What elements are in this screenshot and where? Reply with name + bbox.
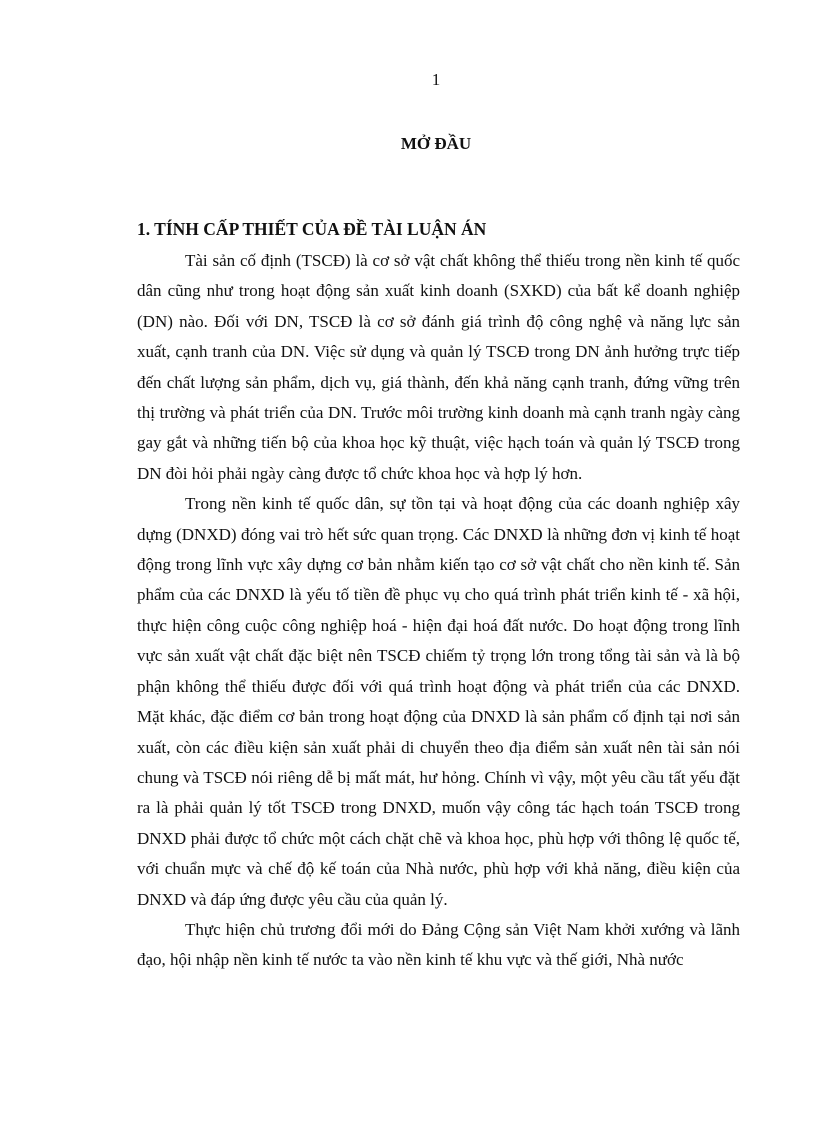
section-heading: 1. TÍNH CẤP THIẾT CỦA ĐỀ TÀI LUẬN ÁN: [137, 219, 487, 239]
paragraph: Trong nền kinh tế quốc dân, sự tồn tại và hoạt động của các doanh nghiệp xây dựng (DNXD) đóng vai trò hết sức quan trọng. Các DNXD là những đơn vị kinh tế hoạt động trong lĩnh vực xây dựng cơ bản nhằm kiến tạo cơ sở vật chất cho nền kinh tế. Sản phẩm của các DNXD là yếu tố tiền đề phục vụ cho quá trình phát triển kinh tế - xã hội, thực hiện công cuộc công nghiệp hoá - hiện đại hoá đất nước. Do hoạt động trong lĩnh vực sản xuất vật chất đặc biệt nên TSCĐ chiếm tỷ trọng lớn trong tổng tài sản và là bộ phận không thể thiếu được đối với quá trình hoạt động và phát triển của các DNXD. Mặt khác, đặc điểm cơ bản trong hoạt động của DNXD là sản phẩm cố định tại nơi sản xuất, còn các điều kiện sản xuất phải di chuyển theo địa điểm sản xuất nên tài sản nói chung và TSCĐ nói riêng dễ bị mất mát, hư hỏng. Chính vì vậy, một yêu cầu tất yếu đặt ra là phải quản lý tốt TSCĐ trong DNXD, muốn vậy công tác hạch toán TSCĐ trong DNXD phải được tổ chức một cách chặt chẽ và khoa học, phù hợp với thông lệ quốc tế, với chuẩn mực và chế độ kế toán của Nhà nước, phù hợp với khả năng, điều kiện của DNXD và đáp ứng được yêu cầu của quản lý.: [137, 494, 740, 909]
body-text: [137, 246, 740, 976]
document-title: MỞ ĐẦU: [400, 134, 472, 153]
page-number: 1: [431, 70, 441, 89]
paragraph: Thực hiện chủ trương đổi mới do Đảng Cộng sản Việt Nam khởi xướng và lãnh đạo, hội nhập nền kinh tế nước ta vào nền kinh tế khu vực và thế giới, Nhà nước: [137, 919, 740, 970]
paragraph: Tài sản cố định (TSCĐ) là cơ sở vật chất không thể thiếu trong nền kinh tế quốc dân cũng như trong hoạt động sản xuất kinh doanh (SXKD) của bất kể doanh nghiệp (DN) nào. Đối với DN, TSCĐ là cơ sở đánh giá trình độ công nghệ và năng lực sản xuất, cạnh tranh của DN. Việc sử dụng và quản lý TSCĐ trong DN ảnh hưởng trực tiếp đến chất lượng sản phẩm, dịch vụ, giá thành, đến khả năng cạnh tranh, đứng vững trên thị trường và phát triển của DN. Trước môi trường kinh doanh mà cạnh tranh ngày càng gay gắt và những tiến bộ của khoa học kỹ thuật, việc hạch toán và quản lý TSCĐ trong DN đòi hỏi phải ngày càng được tổ chức khoa học và hợp lý hơn.: [137, 251, 740, 483]
